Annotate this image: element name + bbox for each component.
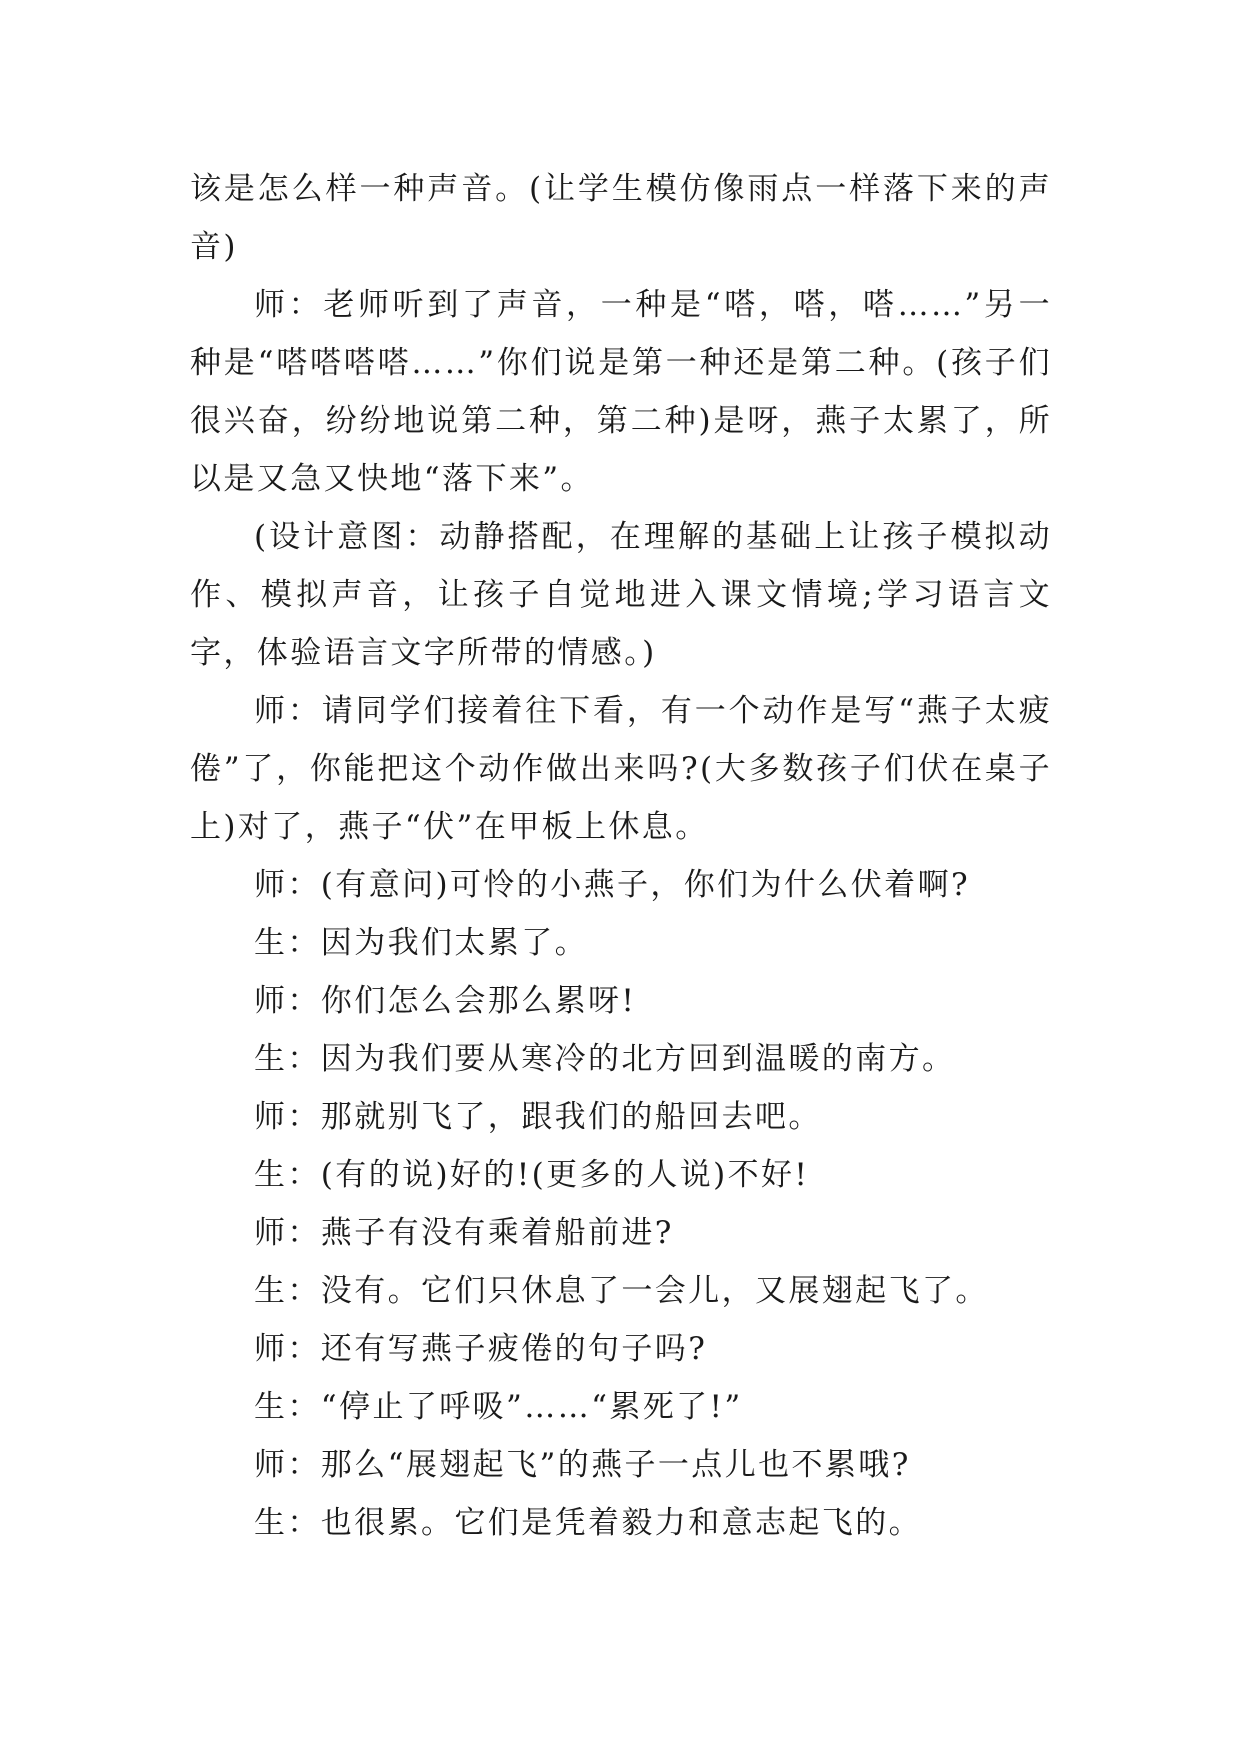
dialogue-line: 师：你们怎么会那么累呀! [254,983,637,1019]
paragraph-continuation: 该是怎么样一种声音。(让学生模仿像雨点一样落下来的声音) [190,171,1052,265]
dialogue-line: 师：那就别飞了，跟我们的船回去吧。 [254,1099,822,1135]
document-body [190,160,1052,1552]
paragraph-design-intent: (设计意图：动静搭配，在理解的基础上让孩子模拟动作、模拟声音，让孩子自觉地进入课文情境;学习语言文字，体验语言文字所带的情感。) [190,519,1052,671]
dialogue-line: 生：“停止了呼吸”……“累死了!” [254,1389,743,1425]
paragraph-teacher-tired-action: 师：请同学们接着往下看，有一个动作是写“燕子太疲倦”了，你能把这个动作做出来吗?(大多数孩子们伏在桌子上)对了，燕子“伏”在甲板上休息。 [190,693,1052,845]
dialogue-line: 生：(有的说)好的!(更多的人说)不好! [254,1157,810,1193]
dialogue-line: 生：因为我们太累了。 [254,925,588,961]
dialogue-line: 师：那么“展翅起飞”的燕子一点儿也不累哦? [254,1447,911,1483]
dialogue-line: 师：(有意问)可怜的小燕子，你们为什么伏着啊? [254,867,971,903]
dialogue-line: 师：还有写燕子疲倦的句子吗? [254,1331,708,1367]
dialogue-line: 师：燕子有没有乘着船前进? [254,1215,674,1251]
paragraph-teacher-sound: 师：老师听到了声音，一种是“嗒，嗒，嗒……”另一种是“嗒嗒嗒嗒……”你们说是第一种还是第二种。(孩子们很兴奋，纷纷地说第二种，第二种)是呀，燕子太累了，所以是又急又快地“落下来”。 [190,287,1052,497]
dialogue-line: 生：因为我们要从寒冷的北方回到温暖的南方。 [254,1041,956,1077]
dialogue-line: 生：没有。它们只休息了一会儿，又展翅起飞了。 [254,1273,989,1309]
dialogue-line: 生：也很累。它们是凭着毅力和意志起飞的。 [254,1505,922,1541]
